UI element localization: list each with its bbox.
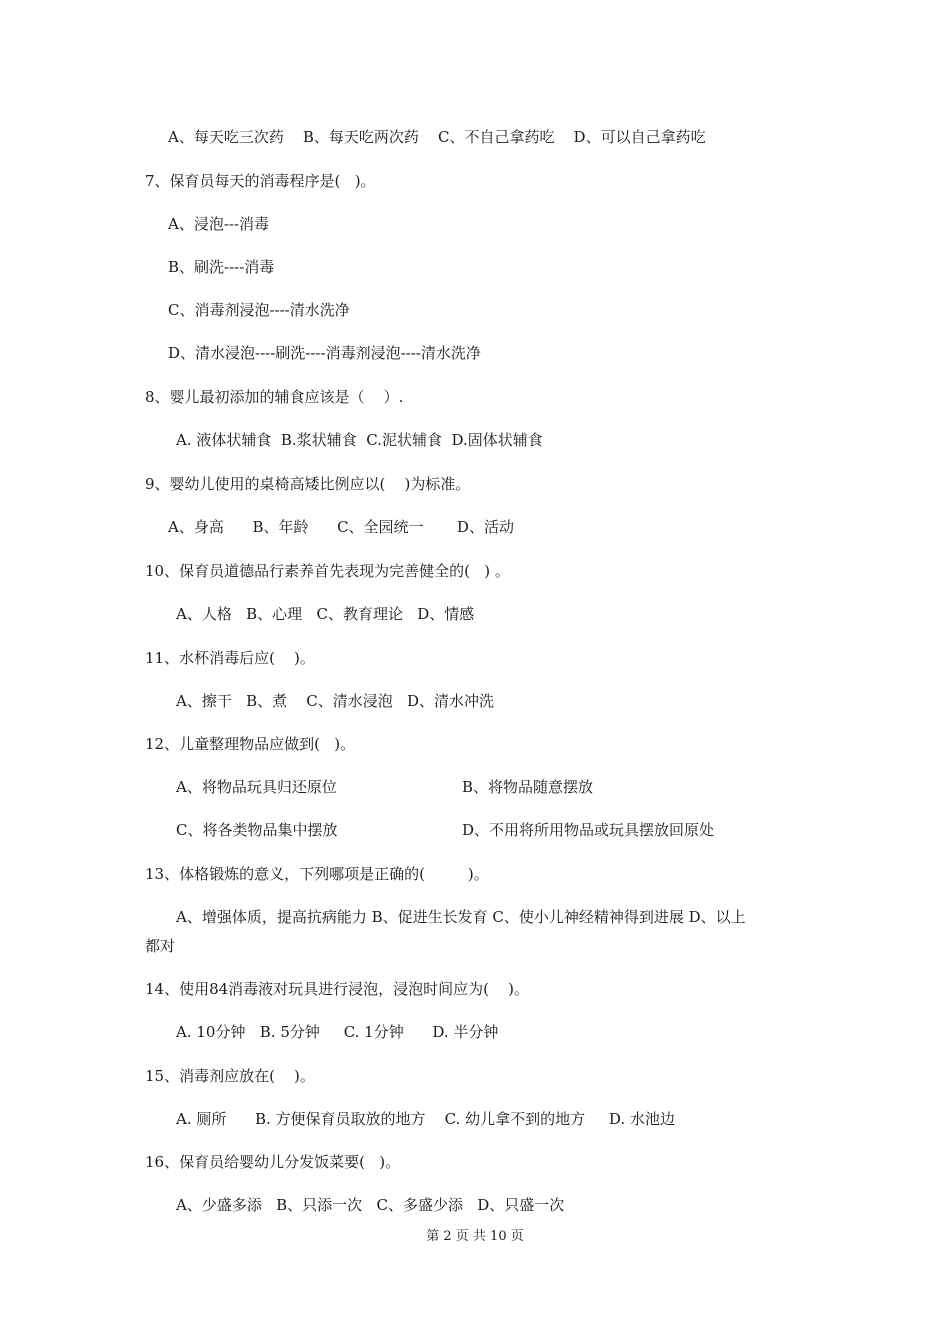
q10-options: A、人格 B、心理 C、教育理论 D、情感	[176, 605, 475, 623]
q11-options: A、擦干 B、煮 C、清水浸泡 D、清水冲洗	[176, 692, 495, 710]
q12-option-a: A、将物品玩具归还原位	[176, 778, 337, 796]
q7-option-c: C、消毒剂浸泡----清水洗净	[168, 301, 350, 319]
q13-options-line1: A、增强体质，提高抗病能力 B、促进生长发育 C、使小儿神经精神得到进展 D、以上	[176, 908, 746, 926]
question-9: 9、婴幼儿使用的桌椅高矮比例应以( )为标准。	[145, 475, 471, 493]
q8-options: A. 液体状辅食 B.浆状辅食 C.泥状辅食 D.固体状辅食	[176, 431, 543, 449]
q6-options: A、每天吃三次药 B、每天吃两次药 C、不自己拿药吃 D、可以自己拿药吃	[168, 128, 706, 146]
q7-option-b: B、刷洗----消毒	[168, 258, 275, 276]
q7-option-a: A、浸泡---消毒	[168, 215, 270, 233]
q12-option-b: B、将物品随意摆放	[462, 778, 594, 796]
page-number: 第 2 页 共 10 页	[426, 1229, 524, 1244]
q15-options: A. 厕所 B. 方便保育员取放的地方 C. 幼儿拿不到的地方 D. 水池边	[176, 1110, 675, 1128]
question-16: 16、保育员给婴幼儿分发饭菜要( )。	[145, 1153, 401, 1171]
q7-option-d: D、清水浸泡----刷洗----消毒剂浸泡----清水洗净	[168, 344, 481, 362]
question-12: 12、儿童整理物品应做到( )。	[145, 735, 356, 753]
question-7: 7、保育员每天的消毒程序是( )。	[145, 172, 376, 190]
q13-options-line2: 都对	[145, 937, 176, 955]
q14-options: A. 10分钟 B. 5分钟 C. 1分钟 D. 半分钟	[176, 1023, 499, 1041]
question-8: 8、婴儿最初添加的辅食应该是（ ）.	[145, 388, 404, 406]
question-14: 14、使用84消毒液对玩具进行浸泡，浸泡时间应为( )。	[145, 980, 529, 998]
question-11: 11、水杯消毒后应( )。	[145, 649, 315, 667]
q12-option-d: D、不用将所用物品或玩具摆放回原处	[462, 821, 715, 839]
q12-option-c: C、将各类物品集中摆放	[176, 821, 338, 839]
q9-options: A、身高 B、年龄 C、全园统一 D、活动	[168, 518, 514, 536]
question-10: 10、保育员道德品行素养首先表现为完善健全的( ) 。	[145, 562, 510, 580]
question-15: 15、消毒剂应放在( )。	[145, 1067, 315, 1085]
q16-options: A、少盛多添 B、只添一次 C、多盛少添 D、只盛一次	[176, 1196, 565, 1214]
question-13: 13、体格锻炼的意义，下列哪项是正确的( )。	[145, 865, 489, 883]
